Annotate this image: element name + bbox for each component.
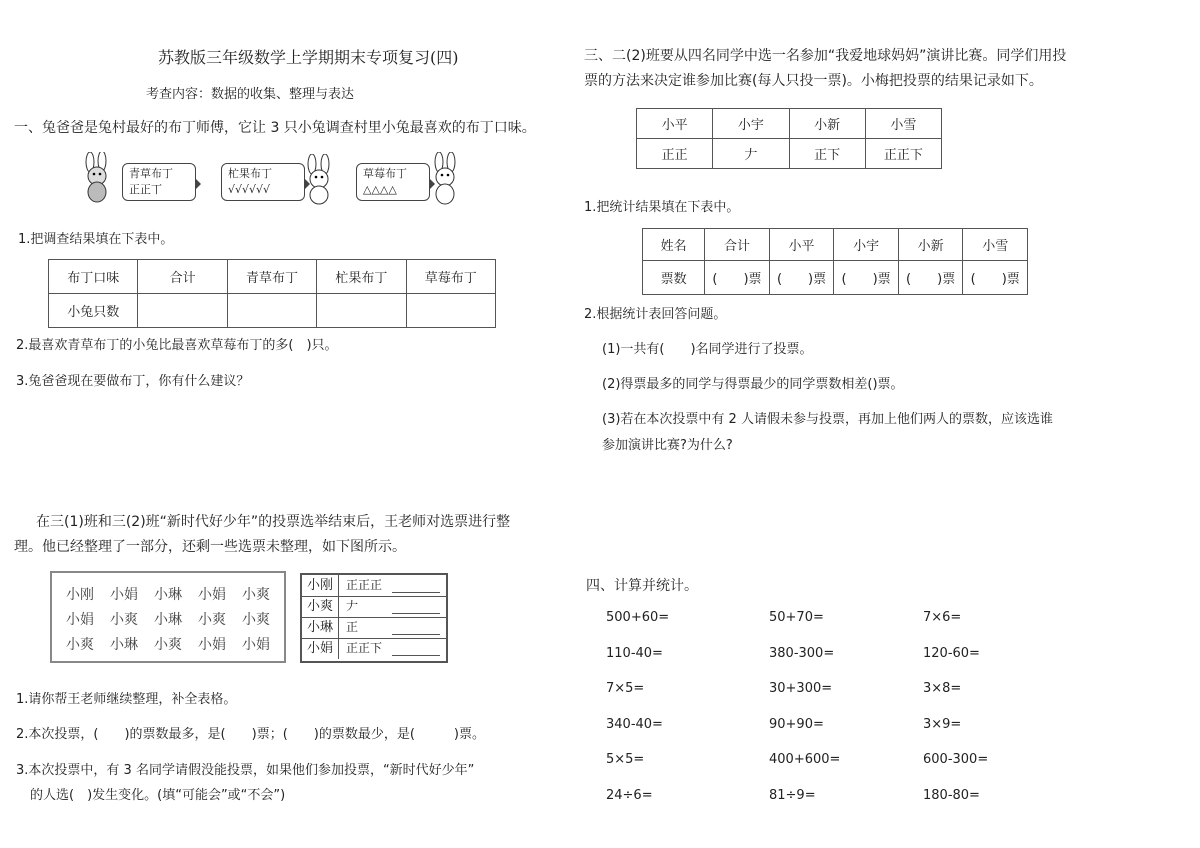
section3-q1: 1.把统计结果填在下表中。 <box>584 200 740 215</box>
calc-problem[interactable]: 180-80= <box>923 787 980 803</box>
answer-line[interactable] <box>392 634 440 635</box>
table-header: 小雪 <box>963 229 1028 261</box>
tally-row <box>302 596 446 618</box>
tally-marks: 正正下 <box>346 641 383 655</box>
section3-heading-line2: 票的方法来决定谁参加比赛(每人只投一票)。小梅把投票的结果记录如下。 <box>584 73 1043 89</box>
section4-heading: 四、计算并统计。 <box>586 578 698 594</box>
ballot-name: 小爽 <box>110 612 138 628</box>
answer-cell[interactable] <box>317 294 406 328</box>
answer-cell[interactable]: ( )票 <box>898 261 963 295</box>
section2-q3-line2: 的人选( )发生变化。(填“可能会”或“不会”) <box>30 788 286 803</box>
section3-q2-1: (1)一共有( )名同学进行了投票。 <box>602 342 813 357</box>
calc-problem[interactable]: 24÷6= <box>606 787 653 803</box>
vote-stat-table <box>642 228 1028 295</box>
answer-line[interactable] <box>392 613 440 614</box>
section1-q3: 3.兔爸爸现在要做布丁，你有什么建议？ <box>16 374 250 389</box>
answer-cell[interactable] <box>227 294 316 328</box>
tally-marks: 𠂇 <box>346 599 359 613</box>
bubble-label: 杧果布丁 <box>228 167 272 180</box>
tally-table <box>300 573 448 663</box>
calc-problem[interactable]: 5×5= <box>606 752 645 767</box>
section2-intro-line1: 在三(1)班和三(2)班“新时代好少年”的投票选举结束后，王老师对选票进行整 <box>36 514 511 530</box>
tally-name: 小爽 <box>302 596 339 617</box>
calc-problem[interactable]: 120-60= <box>923 645 980 661</box>
section1-q1: 1.把调查结果填在下表中。 <box>18 232 174 247</box>
unsorted-ballots <box>50 571 286 663</box>
ballot-name: 小爽 <box>66 637 94 653</box>
answer-cell[interactable] <box>138 294 227 328</box>
table-header: 布丁口味 <box>49 260 138 294</box>
record-marks: 正正 <box>637 139 713 169</box>
ballot-name: 小爽 <box>242 587 270 603</box>
tally-row <box>302 638 446 659</box>
ballot-name: 小刚 <box>66 587 94 603</box>
calc-problem[interactable]: 7×5= <box>606 681 645 696</box>
record-marks: 正正下 <box>865 139 941 169</box>
table-header: 小平 <box>769 229 834 261</box>
calc-problem[interactable]: 600-300= <box>923 752 989 767</box>
vote-record-table <box>636 108 942 169</box>
answer-cell[interactable] <box>406 294 495 328</box>
pudding-bubble-grass <box>122 163 196 201</box>
calc-problem[interactable]: 340-40= <box>606 716 663 732</box>
tally-row <box>302 575 446 597</box>
ballot-name: 小琳 <box>110 637 138 653</box>
subtitle: 考查内容：数据的收集、整理与表达 <box>146 87 355 102</box>
tally-marks: 正正正 <box>346 578 383 592</box>
calc-problem[interactable]: 110-40= <box>606 645 663 661</box>
table-header: 姓名 <box>643 229 705 261</box>
tally-marks: 正 <box>346 620 359 634</box>
ballot-name: 小娟 <box>66 612 94 628</box>
bubble-tally: √√√√√√ <box>228 183 271 196</box>
pudding-table <box>48 259 496 328</box>
answer-cell[interactable]: ( )票 <box>834 261 899 295</box>
tally-name: 小娟 <box>302 638 339 659</box>
bubble-label: 草莓布丁 <box>363 167 407 180</box>
ballot-name: 小琳 <box>154 587 182 603</box>
pudding-bubble-mango <box>221 163 305 201</box>
section2-q1: 1.请你帮王老师继续整理，补全表格。 <box>16 692 237 707</box>
calc-problem[interactable]: 3×8= <box>923 681 962 696</box>
ballot-name: 小娟 <box>198 587 226 603</box>
section2-intro-line2: 理。他已经整理了一部分，还剩一些选票未整理，如下图所示。 <box>14 539 406 555</box>
bubble-label: 青草布丁 <box>129 167 173 180</box>
answer-cell[interactable]: ( )票 <box>705 261 770 295</box>
table-header: 小宇 <box>834 229 899 261</box>
rabbit-illustration-3 <box>426 152 464 206</box>
section1-heading: 一、兔爸爸是兔村最好的布丁师傅，它让 3 只小兔调查村里小兔最喜欢的布丁口味。 <box>14 120 536 136</box>
rabbit-illustration-2 <box>300 154 338 206</box>
tally-name: 小琳 <box>302 617 339 638</box>
record-marks: 正下 <box>789 139 865 169</box>
answer-line[interactable] <box>392 655 440 656</box>
ballot-name: 小娟 <box>110 587 138 603</box>
ballot-name: 小琳 <box>154 612 182 628</box>
calc-problem[interactable]: 400+600= <box>769 752 841 767</box>
calc-problem[interactable]: 30+300= <box>769 681 833 696</box>
table-header: 青草布丁 <box>227 260 316 294</box>
document-title: 苏教版三年级数学上学期期末专项复习(四) <box>158 48 459 67</box>
section3-heading-line1: 三、二(2)班要从四名同学中选一名参加“我爱地球妈妈”演讲比赛。同学们用投 <box>584 48 1067 64</box>
ballot-name: 小爽 <box>242 612 270 628</box>
record-name: 小新 <box>789 109 865 139</box>
answer-cell[interactable]: ( )票 <box>769 261 834 295</box>
ballot-name: 小娟 <box>242 637 270 653</box>
record-name: 小平 <box>637 109 713 139</box>
table-header: 草莓布丁 <box>406 260 495 294</box>
tally-name: 小刚 <box>302 575 339 596</box>
record-marks: 𠂇 <box>713 139 789 169</box>
table-row-label: 票数 <box>643 261 705 295</box>
section3-q2-2: (2)得票最多的同学与得票最少的同学票数相差()票。 <box>602 377 904 392</box>
calc-problem[interactable]: 380-300= <box>769 645 835 661</box>
section3-q2-3-line1: (3)若在本次投票中有 2 人请假未参与投票，再加上他们两人的票数，应该选谁 <box>602 412 1053 427</box>
rabbit-illustration-1 <box>78 152 116 204</box>
section3-q2: 2.根据统计表回答问题。 <box>584 307 727 322</box>
table-header: 合计 <box>138 260 227 294</box>
calc-problem[interactable]: 50+70= <box>769 610 824 625</box>
section1-q2: 2.最喜欢青草布丁的小兔比最喜欢草莓布丁的多( )只。 <box>16 338 338 353</box>
ballot-name: 小爽 <box>198 612 226 628</box>
bubble-tally: 正正丅 <box>129 183 162 196</box>
section2-q2: 2.本次投票，( )的票数最多，是( )票；( )的票数最少，是( )票。 <box>16 727 485 742</box>
calc-problem[interactable]: 81÷9= <box>769 787 816 803</box>
record-name: 小雪 <box>865 109 941 139</box>
answer-cell[interactable]: ( )票 <box>963 261 1028 295</box>
calc-problem[interactable]: 3×9= <box>923 716 962 732</box>
table-row-label: 小兔只数 <box>49 294 138 328</box>
answer-line[interactable] <box>392 592 440 593</box>
section3-q2-3-line2: 参加演讲比赛?为什么? <box>602 438 733 453</box>
bubble-tally: △△△△ <box>363 183 397 196</box>
calc-problem[interactable]: 500+60= <box>606 610 670 625</box>
tally-row <box>302 617 446 639</box>
section2-q3-line1: 3.本次投票中，有 3 名同学请假没能投票，如果他们参加投票，“新时代好少年” <box>16 763 475 778</box>
ballot-name: 小爽 <box>154 637 182 653</box>
calc-problem[interactable]: 7×6= <box>923 610 962 625</box>
table-header: 合计 <box>705 229 770 261</box>
pudding-bubble-strawberry <box>356 163 430 201</box>
record-name: 小宇 <box>713 109 789 139</box>
calc-problem[interactable]: 90+90= <box>769 716 824 732</box>
table-header: 小新 <box>898 229 963 261</box>
table-header: 杧果布丁 <box>317 260 406 294</box>
ballot-name: 小娟 <box>198 637 226 653</box>
